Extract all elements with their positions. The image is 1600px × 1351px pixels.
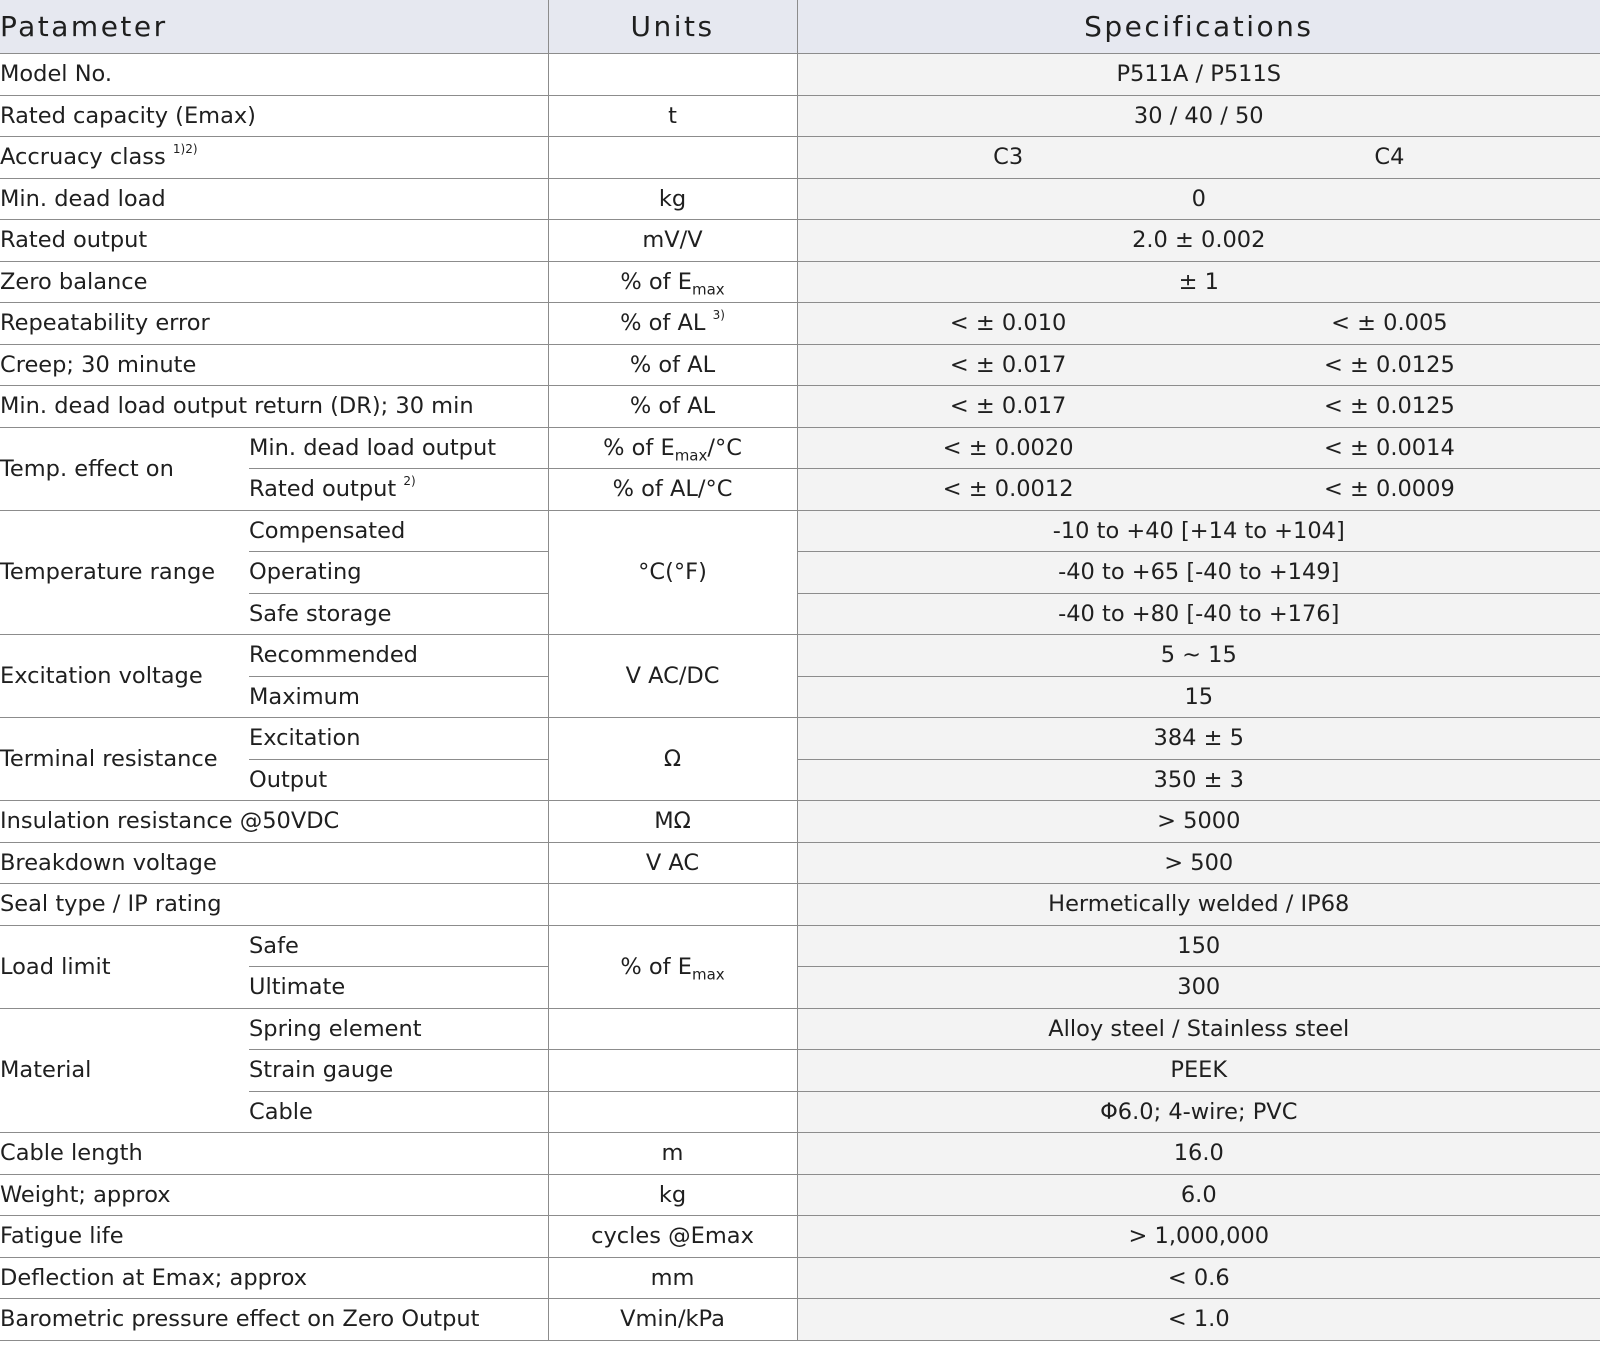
row-unit (548, 137, 797, 179)
row-spec: > 1,000,000 (797, 1216, 1600, 1258)
row-label: Weight; approx (0, 1174, 548, 1216)
unit-text: % of E (620, 953, 692, 980)
row-spec (797, 137, 1600, 179)
row-unit (548, 1091, 797, 1133)
row-unit (548, 54, 797, 96)
row-spec: PEEK (797, 1050, 1600, 1092)
row-spec: Hermetically welded / IP68 (797, 884, 1600, 926)
row-spec (797, 303, 1600, 345)
row-label: Deflection at Emax; approx (0, 1257, 548, 1299)
unit-suffix: /°C (707, 434, 742, 461)
sub-label: Spring element (249, 1008, 548, 1050)
group-label: Material (0, 1008, 249, 1133)
row-unit: t (548, 95, 797, 137)
row-unit (548, 1008, 797, 1050)
sub-label: Maximum (249, 676, 548, 718)
row-spec (797, 469, 1600, 511)
sub-label: Ultimate (249, 967, 548, 1009)
row-spec: > 500 (797, 842, 1600, 884)
row-label: Rated output (0, 220, 548, 262)
row-unit: V AC (548, 842, 797, 884)
row-unit: mV/V (548, 220, 797, 262)
row-spec: P511A / P511S (797, 54, 1600, 96)
row-spec: -40 to +65 [-40 to +149] (797, 552, 1600, 594)
header-parameter: Patameter (0, 0, 548, 54)
table-row (0, 95, 1600, 137)
row-label: Creep; 30 minute (0, 344, 548, 386)
sub-label: Safe storage (249, 593, 548, 635)
sub-label: Safe (249, 925, 548, 967)
unit-text: % of AL (620, 310, 706, 337)
table-row (0, 1257, 1600, 1299)
unit-subscript: max (691, 280, 725, 299)
spec-c4: < ± 0.0125 (1324, 351, 1455, 378)
row-spec: 5 ~ 15 (797, 635, 1600, 677)
table-row (0, 884, 1600, 926)
row-label: Min. dead load (0, 178, 548, 220)
row-spec: -10 to +40 [+14 to +104] (797, 510, 1600, 552)
sub-label: Cable (249, 1091, 548, 1133)
header-specifications: Specifications (797, 0, 1600, 54)
row-unit: Vmin/kPa (548, 1299, 797, 1341)
table-row (0, 427, 1600, 469)
footnote-ref: 2) (403, 473, 416, 488)
sub-label: Recommended (249, 635, 548, 677)
row-label: Insulation resistance @50VDC (0, 801, 548, 843)
row-unit (548, 884, 797, 926)
header-row (0, 0, 1600, 54)
row-label: Breakdown voltage (0, 842, 548, 884)
label-text: Rated output (249, 476, 397, 503)
row-unit (548, 303, 797, 345)
group-label: Temp. effect on (0, 427, 249, 510)
row-label: Min. dead load output return (DR); 30 min (0, 386, 548, 428)
table-row (0, 1008, 1600, 1050)
row-spec: 150 (797, 925, 1600, 967)
spec-c3: < ± 0.010 (949, 310, 1067, 337)
row-label: Zero balance (0, 261, 548, 303)
row-spec: < 1.0 (797, 1299, 1600, 1341)
table-row (0, 510, 1600, 552)
row-label: Repeatability error (0, 303, 548, 345)
table-row (0, 718, 1600, 760)
table-row (0, 303, 1600, 345)
table-row (0, 1133, 1600, 1175)
unit-text: % of E (620, 268, 692, 295)
sub-label: Operating (249, 552, 548, 594)
row-spec: 15 (797, 676, 1600, 718)
spec-c3: < ± 0.017 (949, 351, 1067, 378)
row-spec: 384 ± 5 (797, 718, 1600, 760)
sub-label: Output (249, 759, 548, 801)
spec-c4: < ± 0.005 (1331, 310, 1448, 337)
sub-label: Min. dead load output (249, 427, 548, 469)
row-spec (797, 386, 1600, 428)
row-label: Model No. (0, 54, 548, 96)
table-row (0, 1216, 1600, 1258)
table-row (0, 178, 1600, 220)
row-spec: 350 ± 3 (797, 759, 1600, 801)
row-spec: -40 to +80 [-40 to +176] (797, 593, 1600, 635)
row-unit: Ω (548, 718, 797, 801)
row-unit: % of AL (548, 344, 797, 386)
footnote-ref: 3) (712, 307, 725, 322)
table-row (0, 925, 1600, 967)
row-unit: °C(°F) (548, 510, 797, 635)
spec-c3: < ± 0.017 (949, 393, 1067, 420)
spec-c4: C4 (1374, 144, 1405, 171)
row-spec: Φ6.0; 4-wire; PVC (797, 1091, 1600, 1133)
table-row (0, 261, 1600, 303)
table-row (0, 137, 1600, 179)
row-unit (548, 261, 797, 303)
table-row (0, 1174, 1600, 1216)
row-spec: 2.0 ± 0.002 (797, 220, 1600, 262)
row-unit: MΩ (548, 801, 797, 843)
spec-c4: < ± 0.0009 (1324, 476, 1455, 503)
spec-c4: < ± 0.0125 (1324, 393, 1455, 420)
unit-text: % of E (603, 434, 675, 461)
unit-subscript: max (674, 446, 708, 465)
sub-label (249, 469, 548, 511)
row-label: Fatigue life (0, 1216, 548, 1258)
spec-c3: < ± 0.0020 (942, 434, 1074, 461)
row-spec: 0 (797, 178, 1600, 220)
row-label (0, 137, 548, 179)
row-unit: cycles @Emax (548, 1216, 797, 1258)
sub-label: Strain gauge (249, 1050, 548, 1092)
row-label: Cable length (0, 1133, 548, 1175)
row-unit (548, 427, 797, 469)
row-spec: 300 (797, 967, 1600, 1009)
row-unit: % of AL/°C (548, 469, 797, 511)
row-unit: m (548, 1133, 797, 1175)
group-label: Terminal resistance (0, 718, 249, 801)
row-label: Barometric pressure effect on Zero Output (0, 1299, 548, 1341)
row-unit (548, 1050, 797, 1092)
row-spec: < 0.6 (797, 1257, 1600, 1299)
table-row (0, 386, 1600, 428)
group-label: Excitation voltage (0, 635, 249, 718)
label-text: Accruacy class (0, 144, 166, 171)
row-spec: 30 / 40 / 50 (797, 95, 1600, 137)
sub-label: Compensated (249, 510, 548, 552)
row-unit (548, 925, 797, 1008)
footnote-ref: 1)2) (172, 141, 198, 156)
table-row (0, 344, 1600, 386)
table-row (0, 842, 1600, 884)
row-spec (797, 344, 1600, 386)
row-spec (797, 427, 1600, 469)
row-spec: 16.0 (797, 1133, 1600, 1175)
group-label: Temperature range (0, 510, 249, 635)
row-unit: mm (548, 1257, 797, 1299)
spec-c4: < ± 0.0014 (1324, 434, 1455, 461)
row-unit: % of AL (548, 386, 797, 428)
table-row (0, 220, 1600, 262)
row-unit: kg (548, 178, 797, 220)
table-row (0, 1299, 1600, 1341)
row-spec: > 5000 (797, 801, 1600, 843)
table-row (0, 635, 1600, 677)
row-unit: kg (548, 1174, 797, 1216)
row-spec: 6.0 (797, 1174, 1600, 1216)
row-label: Rated capacity (Emax) (0, 95, 548, 137)
unit-subscript: max (691, 965, 725, 983)
header-units: Units (548, 0, 797, 54)
row-label: Seal type / IP rating (0, 884, 548, 926)
row-spec: Alloy steel / Stainless steel (797, 1008, 1600, 1050)
spec-c3: < ± 0.0012 (942, 476, 1074, 503)
row-unit: V AC/DC (548, 635, 797, 718)
sub-label: Excitation (249, 718, 548, 760)
spec-c3: C3 (993, 144, 1024, 171)
group-label: Load limit (0, 925, 249, 1008)
table-row (0, 54, 1600, 96)
row-spec: ± 1 (797, 261, 1600, 303)
table-row (0, 801, 1600, 843)
